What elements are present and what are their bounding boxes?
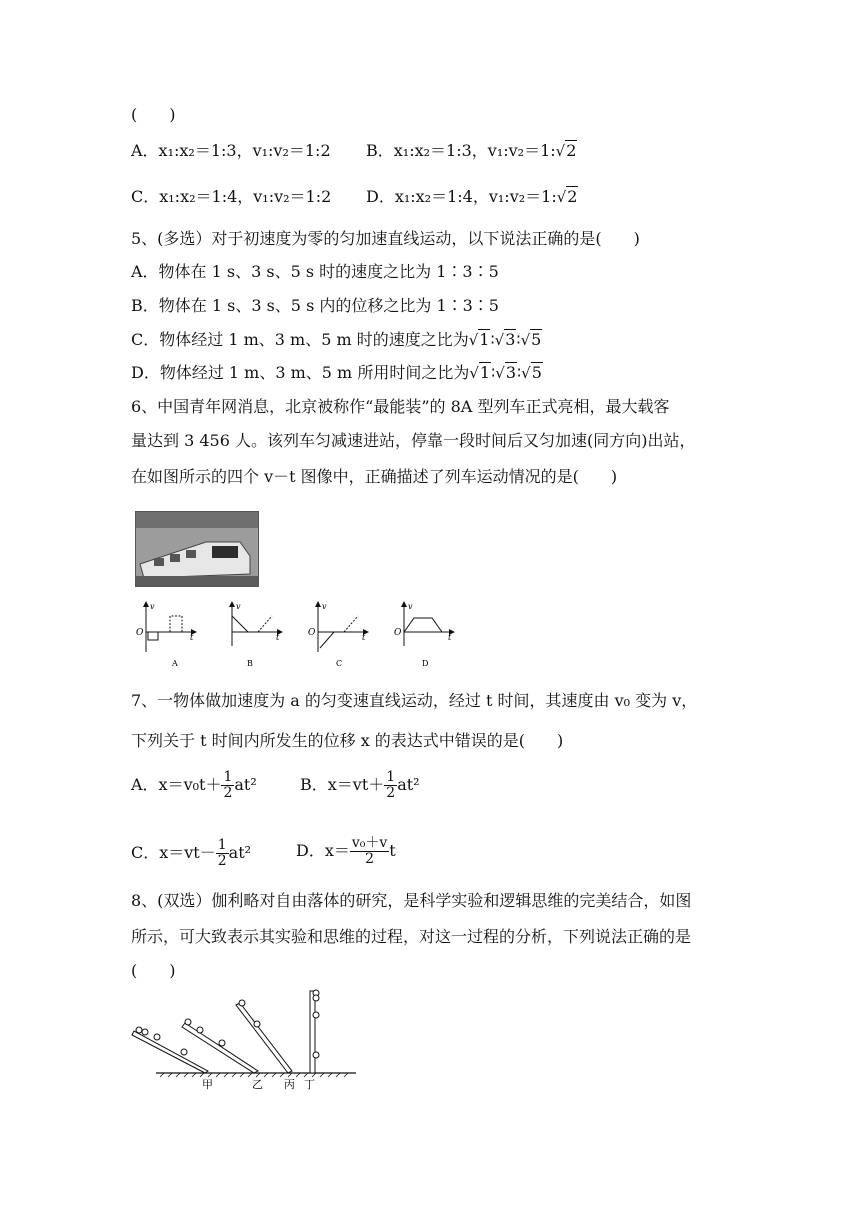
q6-line-3: 在如图所示的四个 v－t 图像中，正确描述了列车运动情况的是( ) (131, 467, 618, 486)
origin-label: O (394, 628, 402, 638)
axis-v-label: v (322, 602, 327, 611)
axis-t-label: t (276, 633, 280, 642)
incline-ding (310, 990, 319, 1073)
q7-option-c[interactable] (131, 838, 251, 869)
label-jia: 甲 (202, 1078, 213, 1090)
q7-option-d-text: D．x＝ (296, 841, 350, 860)
ratio-separator: ∶ (516, 330, 521, 349)
axis-v-label: v (150, 602, 155, 611)
sqrt-5: √5 (520, 330, 542, 349)
sqrt-1: √1 (469, 363, 491, 382)
vt-graphs (132, 600, 472, 670)
graph-label-a: A (172, 659, 178, 668)
q4-option-d-text: D．x₁:x₂＝1:4，v₁:v₂＝1: (366, 187, 557, 206)
q5-option-d[interactable] (131, 362, 543, 384)
axis-t-label: t (362, 633, 366, 642)
q7-option-d-tail: t (389, 841, 396, 860)
galileo-incline-diagram (130, 985, 360, 1090)
q7-option-d[interactable] (296, 836, 396, 867)
sqrt-2: √2 (556, 187, 578, 206)
origin-label: O (136, 628, 144, 638)
q4-option-b[interactable] (366, 140, 577, 162)
sqrt-2: √2 (555, 141, 577, 160)
train-photo (135, 511, 259, 587)
q5-option-d-text: D．物体经过 1 m、3 m、5 m 所用时间之比为 (131, 363, 470, 382)
vt-graph-b[interactable] (232, 602, 282, 668)
q5-option-b[interactable]: B．物体在 1 s、3 s、5 s 内的位移之比为 1∶3∶5 (131, 296, 499, 315)
q7-option-a-text: A．x＝v₀t＋ (131, 775, 222, 794)
fraction-half: $\frac{1}{2}$ (217, 837, 227, 869)
q6-line-1: 6、中国青年网消息，北京被称作“最能装”的 8A 型列车正式亮相，最大载客 (131, 397, 670, 416)
axis-v-label: v (408, 602, 413, 611)
q7-option-c-tail: at² (228, 843, 252, 862)
q4-option-c[interactable]: C．x₁:x₂＝1:4，v₁:v₂＝1:2 (131, 187, 332, 206)
q7-line-2: 下列关于 t 时间内所发生的位移 x 的表达式中错误的是( ) (131, 731, 564, 750)
q8-line-3: ( ) (131, 961, 176, 980)
q5-option-c-text: C．物体经过 1 m、3 m、5 m 时的速度之比为 (131, 330, 469, 349)
q4-option-d[interactable] (366, 186, 578, 208)
q5-stem: 5、(多选）对于初速度为零的匀加速直线运动，以下说法正确的是( ) (131, 229, 640, 248)
axis-t-label: t (190, 633, 194, 642)
q5-option-a[interactable]: A．物体在 1 s、3 s、5 s 时的速度之比为 1∶3∶5 (131, 262, 499, 281)
q4-option-a[interactable]: A．x₁:x₂＝1:3，v₁:v₂＝1:2 (131, 141, 331, 160)
sqrt-1: √1 (468, 330, 490, 349)
label-yi: 乙 (252, 1078, 263, 1090)
sqrt-3: √3 (495, 363, 516, 382)
sqrt-3: √3 (494, 330, 516, 349)
q7-option-b-tail: at² (397, 775, 420, 794)
q7-option-a[interactable] (131, 770, 257, 801)
origin-label: O (308, 628, 316, 638)
q6-line-2: 量达到 3 456 人。该列车匀减速进站，停靠一段时间后又匀加速(同方向)出站， (131, 431, 696, 450)
fraction-average-velocity: $\frac{\text{v₀＋v}}{2}$ (351, 835, 388, 867)
vt-graph-a[interactable] (136, 602, 196, 668)
graph-label-b: B (247, 659, 253, 668)
q7-line-1: 7、一物体做加速度为 a 的匀变速直线运动，经过 t 时间，其速度由 v₀ 变为 v， (131, 691, 698, 710)
q7-option-c-text: C．x＝vt－ (131, 843, 216, 862)
q7-option-b[interactable] (300, 770, 420, 801)
fraction-half: $\frac{1}{2}$ (223, 769, 233, 801)
label-ding: 丁 (304, 1078, 315, 1090)
graph-label-d: D (422, 659, 429, 668)
ratio-separator: ∶ (517, 363, 522, 382)
axis-t-label: t (448, 633, 452, 642)
q4-blank-paren: ( ) (131, 105, 176, 124)
q7-option-b-text: B．x＝vt＋ (300, 775, 385, 794)
graph-label-c: C (336, 659, 343, 668)
q7-option-a-tail: at² (234, 775, 257, 794)
q8-line-1: 8、(双选）伽利略对自由落体的研究，是科学实验和逻辑思维的完美结合，如图 (131, 891, 692, 910)
ratio-separator: ∶ (490, 330, 495, 349)
sqrt-5: √5 (521, 363, 542, 382)
fraction-half: $\frac{1}{2}$ (386, 769, 396, 801)
train-photo-art (136, 512, 258, 586)
label-bing: 丙 (284, 1078, 295, 1090)
vt-graph-d[interactable] (394, 602, 454, 668)
q4-option-b-text: B．x₁:x₂＝1:3，v₁:v₂＝1: (366, 141, 556, 160)
ratio-separator: ∶ (491, 363, 496, 382)
q5-option-c[interactable] (131, 329, 542, 351)
axis-v-label: v (236, 602, 241, 611)
vt-graph-c[interactable] (308, 602, 368, 668)
q8-line-2: 所示，可大致表示其实验和思维的过程，对这一过程的分析，下列说法正确的是 (131, 927, 692, 946)
